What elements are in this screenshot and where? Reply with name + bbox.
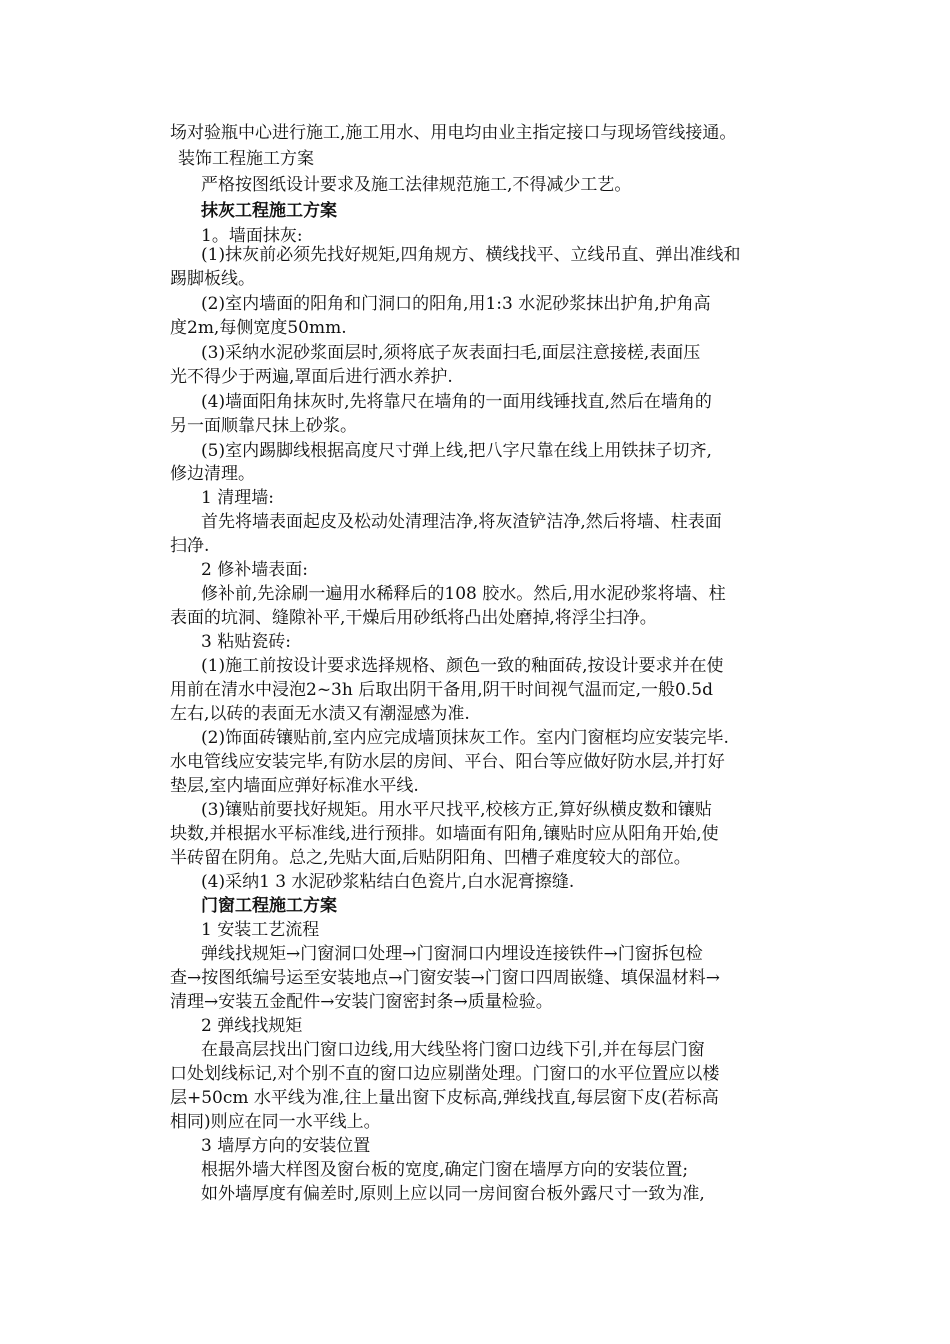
section-heading: 抹灰工程施工方案: [201, 201, 337, 221]
text-line: 根据外墙大样图及窗台板的宽度,确定门窗在墙厚方向的安装位置;: [201, 1160, 689, 1180]
text-line: 扫净.: [170, 536, 210, 556]
text-line: 口处划线标记,对个别不直的窗口边应剔凿处理。门窗口的水平位置应以楼: [170, 1064, 720, 1084]
text-line: 相同)则应在同一水平线上。: [170, 1112, 381, 1132]
text-line: (2)室内墙面的阳角和门洞口的阳角,用1:3 水泥砂浆抹出护角,护角高: [201, 294, 711, 314]
text-line: (1)抹灰前必须先找好规矩,四角规方、横线找平、立线吊直、弹出准线和: [201, 245, 741, 265]
text-line: 清理→安装五金配件→安装门窗密封条→质量检验。: [170, 992, 553, 1012]
text-line: (4)采纳1 3 水泥砂浆粘结白色瓷片,白水泥膏擦缝.: [201, 872, 575, 892]
text-line: 1 清理墙:: [201, 488, 274, 508]
text-line: 另一面顺靠尺抹上砂浆。: [170, 416, 357, 436]
text-line: 首先将墙表面起皮及松动处清理洁净,将灰渣铲洁净,然后将墙、柱表面: [201, 512, 722, 532]
text-line: 3 粘贴瓷砖:: [201, 632, 291, 652]
text-line: 1。墙面抹灰:: [201, 226, 303, 246]
text-line: 修补前,先涂刷一遍用水稀释后的108 胶水。然后,用水泥砂浆将墙、柱: [201, 584, 726, 604]
text-line: (3)镶贴前要找好规矩。用水平尺找平,校核方正,算好纵横皮数和镶贴: [201, 800, 712, 820]
section-heading: 门窗工程施工方案: [201, 896, 337, 916]
text-line: 垫层,室内墙面应弹好标准水平线.: [170, 776, 419, 796]
text-line: (2)饰面砖镶贴前,室内应完成墙顶抹灰工作。室内门窗框均应安装完毕.: [201, 728, 729, 748]
text-line: 用前在清水中浸泡2~3h 后取出阴干备用,阴干时间视气温而定,一般0.5d: [170, 680, 713, 700]
text-line: 踢脚板线。: [170, 269, 255, 289]
text-line: 3 墙厚方向的安装位置: [201, 1136, 371, 1156]
text-line: (1)施工前按设计要求选择规格、颜色一致的釉面砖,按设计要求并在使: [201, 656, 724, 676]
text-line: 弹线找规矩→门窗洞口处理→门窗洞口内埋设连接铁件→门窗拆包检: [201, 944, 703, 964]
text-line: 1 安装工艺流程: [201, 920, 320, 940]
text-line: 半砖留在阴角。总之,先贴大面,后贴阴阳角、凹槽子难度较大的部位。: [170, 848, 691, 868]
text-line: 查→按图纸编号运至安装地点→门窗安装→门窗口四周嵌缝、填保温材料→: [170, 968, 720, 988]
text-line: 光不得少于两遍,罩面后进行洒水养护.: [170, 367, 453, 387]
text-line: 在最高层找出门窗口边线,用大线坠将门窗口边线下引,并在每层门窗: [201, 1040, 705, 1060]
text-line: 表面的坑洞、缝隙补平,干燥后用砂纸将凸出处磨掉,将浮尘扫净。: [170, 608, 657, 628]
text-line: (3)采纳水泥砂浆面层时,须将底子灰表面扫毛,面层注意接槎,表面压: [201, 343, 701, 363]
text-line: 度2m,每侧宽度50mm.: [170, 318, 347, 338]
text-line: 左右,以砖的表面无水渍又有潮湿感为准.: [170, 704, 470, 724]
text-line: 2 修补墙表面:: [201, 560, 308, 580]
text-line: 2 弹线找规矩: [201, 1016, 303, 1036]
text-line: (4)墙面阳角抹灰时,先将靠尺在墙角的一面用线锤找直,然后在墙角的: [201, 392, 712, 412]
text-line: 严格按图纸设计要求及施工法律规范施工,不得减少工艺。: [201, 175, 632, 195]
text-line: 层+50cm 水平线为准,往上量出窗下皮标高,弹线找直,每层窗下皮(若标高: [170, 1088, 719, 1108]
text-line: 水电管线应安装完毕,有防水层的房间、平台、阳台等应做好防水层,并打好: [170, 752, 725, 772]
text-line: 如外墙厚度有偏差时,原则上应以同一房间窗台板外露尺寸一致为准,: [201, 1184, 705, 1204]
text-line: 装饰工程施工方案: [178, 149, 314, 169]
text-line: 块数,并根据水平标准线,进行预排。如墙面有阳角,镶贴时应从阳角开始,使: [170, 824, 719, 844]
text-line: 场对验瓶中心进行施工,施工用水、用电均由业主指定接口与现场管线接通。: [170, 123, 737, 143]
text-line: (5)室内踢脚线根据高度尺寸弹上线,把八字尺靠在线上用铁抹子切齐,: [201, 441, 712, 461]
text-line: 修边清理。: [170, 464, 255, 484]
